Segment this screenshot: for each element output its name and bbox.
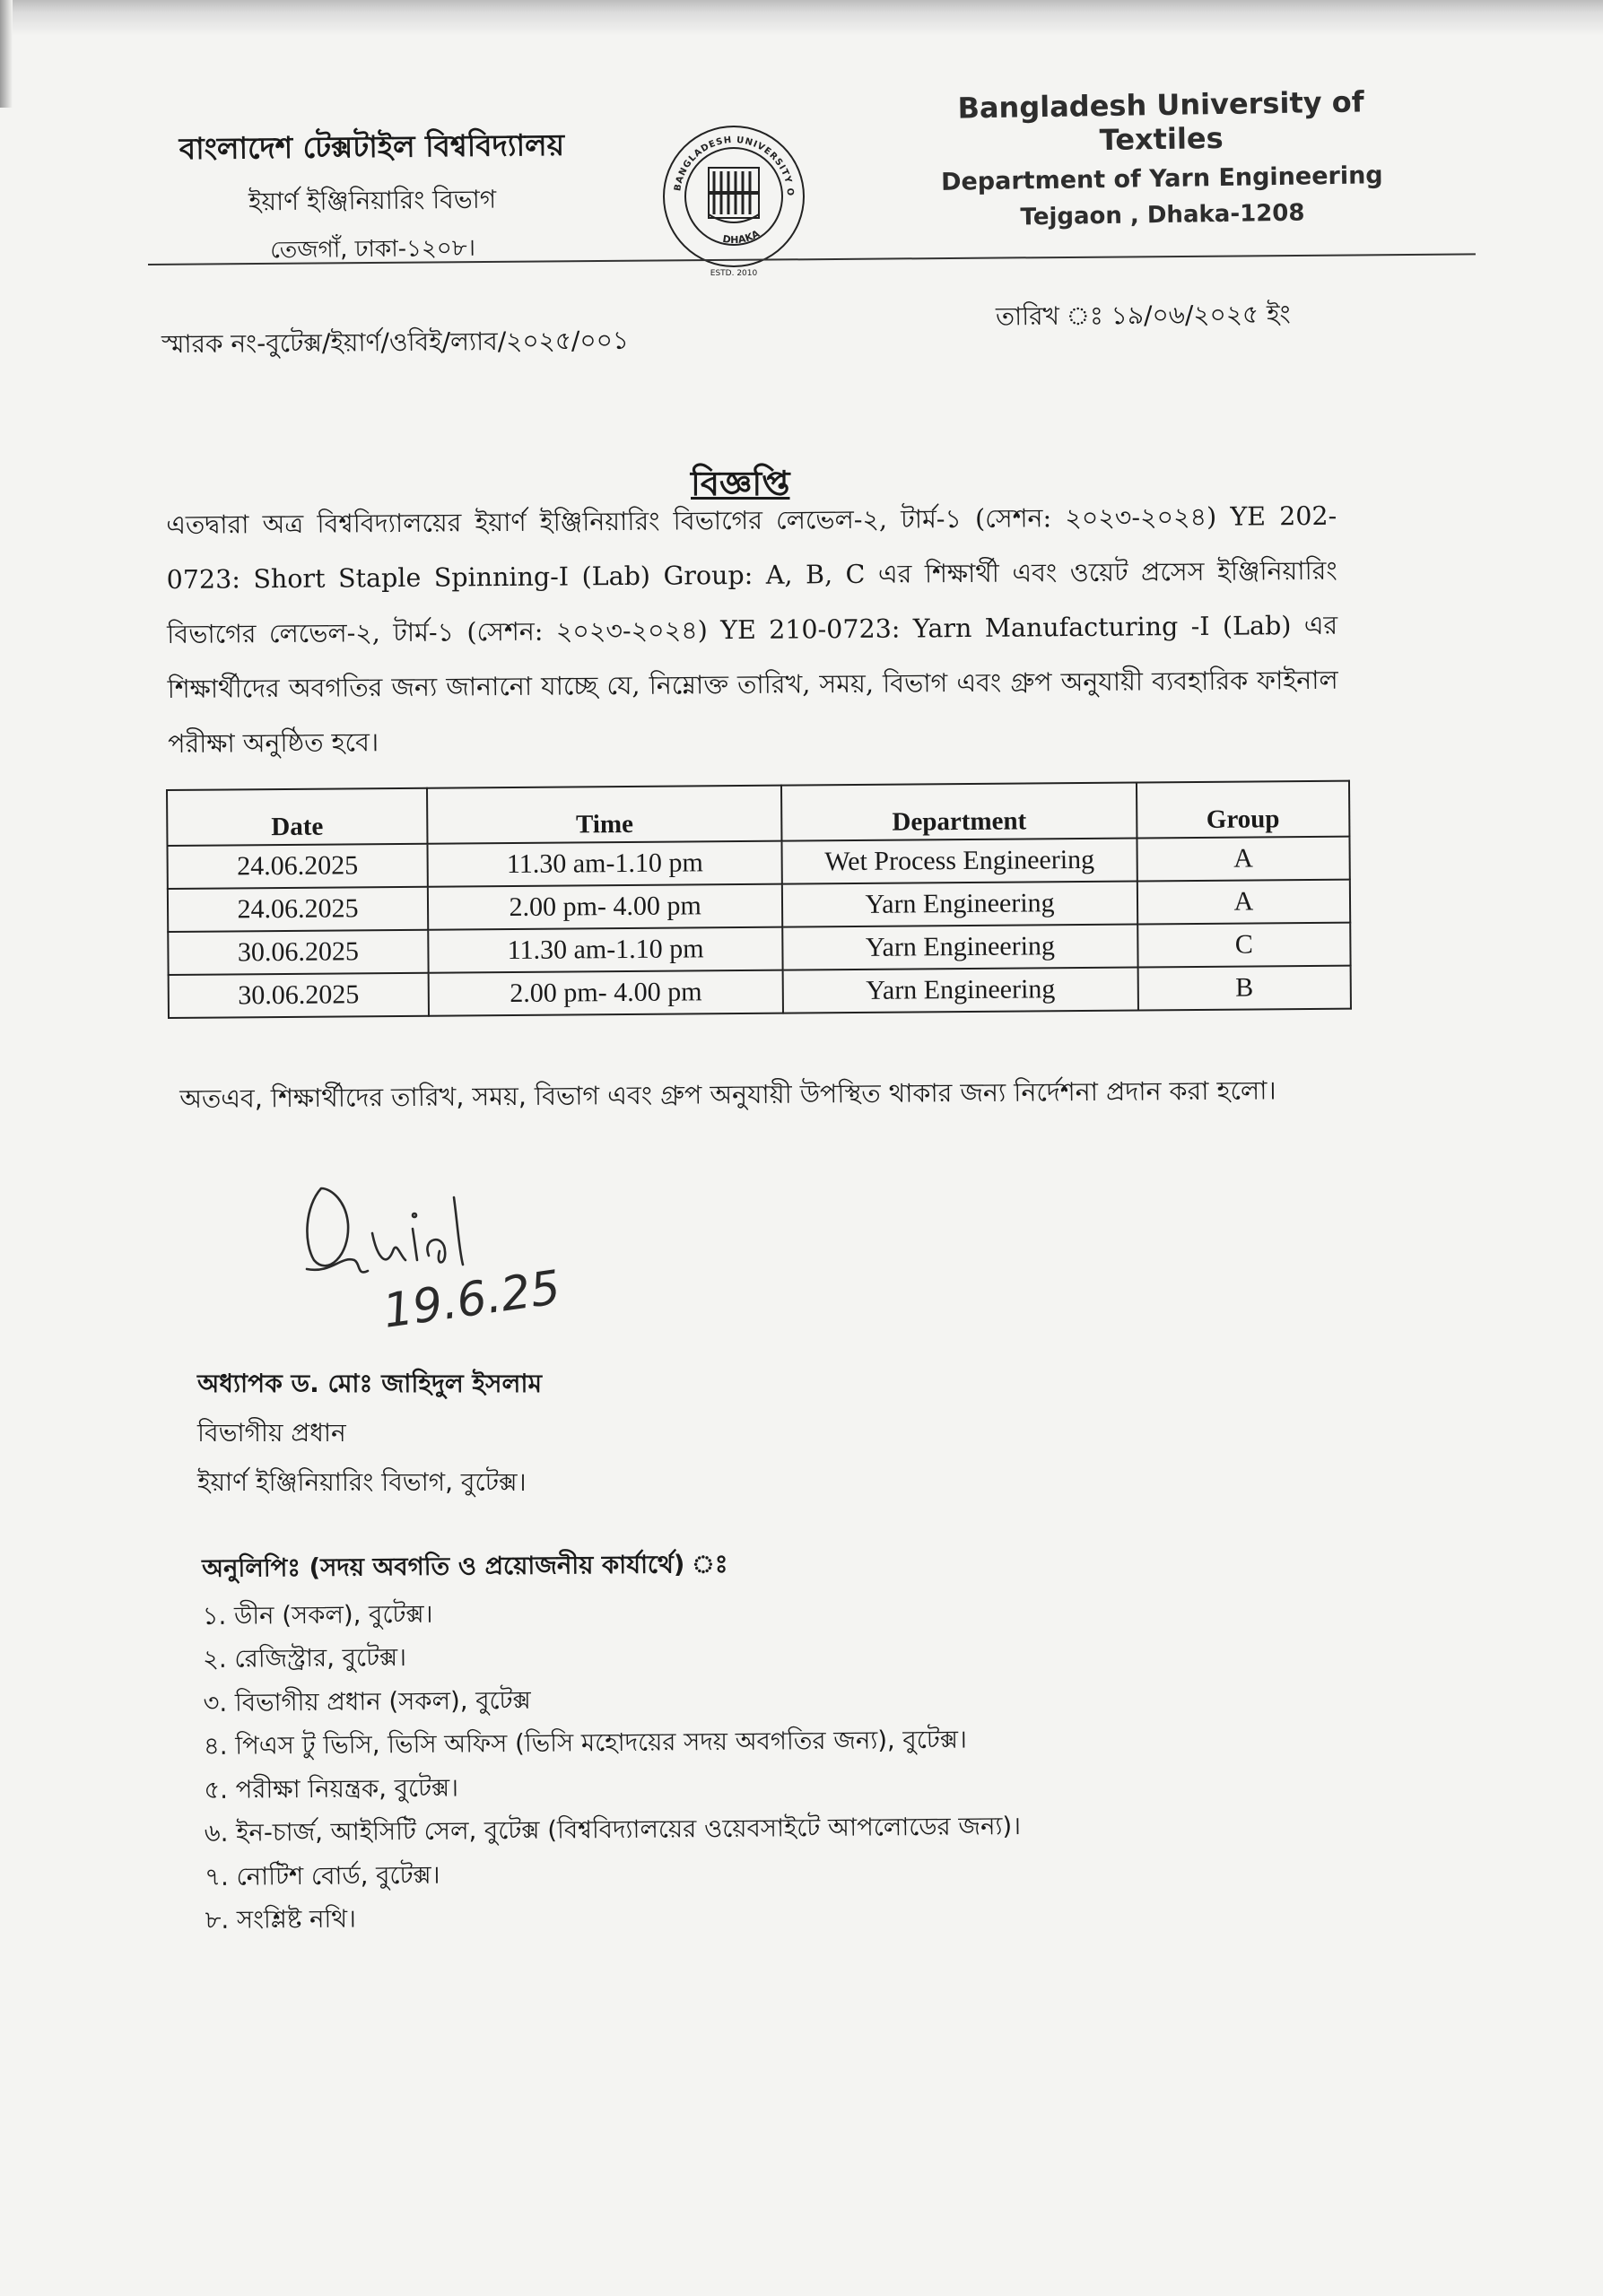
cell-group: A	[1137, 837, 1350, 882]
handwritten-signature	[287, 1170, 664, 1341]
list-item: ৮. সংশ্লিষ্ট নথি।	[205, 1904, 357, 1935]
signatory-designation: বিভাগীয় প্রধান	[197, 1418, 346, 1448]
column-header-group: Group	[1137, 781, 1350, 839]
university-seal-logo	[662, 121, 806, 278]
cell-department: Wet Process Engineering	[782, 839, 1137, 884]
list-item: ৭. নোটিশ বোর্ড, বুটেক্স।	[205, 1860, 440, 1892]
cell-time: 11.30 am-1.10 pm	[428, 927, 783, 973]
cell-date: 24.06.2025	[167, 844, 427, 889]
seal-text-top: BANGLADESH UNIVERSITY O	[673, 135, 796, 197]
signature-date: 19.6.25	[379, 1260, 564, 1339]
exam-schedule-table	[166, 780, 1352, 1019]
scan-top-shadow	[0, 0, 1603, 36]
memo-reference: স্মারক নং-বুটেক্স/ইয়ার্ণ/ওবিই/ল্যাব/২০২৫/০০১	[161, 325, 630, 360]
address-en: Tejgaon , Dhaka-1208	[1020, 199, 1305, 231]
copy-title: অনুলিপিঃ (সদয় অবগতি ও প্রয়োজনীয় কার্যার্থে) ঃ	[202, 1549, 728, 1583]
cell-time: 11.30 am-1.10 pm	[427, 841, 782, 887]
signatory-name: অধ্যাপক ড. মোঃ জাহিদুল ইসলাম	[197, 1369, 543, 1398]
list-item: ২. রেজিস্ট্রার, বুটেক্স।	[202, 1643, 407, 1674]
cell-group: A	[1137, 880, 1351, 925]
letterhead-english	[905, 84, 1418, 233]
scan-left-shadow	[0, 0, 13, 108]
cell-time: 2.00 pm- 4.00 pm	[428, 884, 783, 930]
university-name-en: Bangladesh University of Textiles	[957, 84, 1364, 158]
cell-department: Yarn Engineering	[782, 882, 1137, 927]
cell-date: 30.06.2025	[169, 973, 429, 1018]
letterhead-bengali	[152, 121, 593, 272]
cell-date: 24.06.2025	[168, 887, 428, 932]
cell-time: 2.00 pm- 4.00 pm	[429, 970, 784, 1016]
svg-text:DHAKA	[722, 228, 762, 246]
university-name-bn: বাংলাদেশ টেক্সটাইল বিশ্ববিদ্যালয়	[179, 126, 565, 167]
list-item: ৩. বিভাগীয় প্রধান (সকল), বুটেক্স	[203, 1685, 531, 1718]
notice-body: এতদ্বারা অত্র বিশ্ববিদ্যালয়ের ইয়ার্ণ ইঞ্জিনিয়ারিং বিভাগের লেভেল-২, টার্ম-১ (সেশন: ২০২৩-২০২৪) YE 202-0723: Short Staple Spinning-I (Lab) Group: A, B, C এর শিক্ষার্থী এবং ওয়েট প্রসেস ইঞ্জিনিয়ারিং বিভাগের লেভেল-২, টার্ম-১ (সেশন: ২০২৩-২০২৪) YE 210-0723: Yarn Manufacturing -I (Lab) এর শিক্ষার্থীদের অবগতির জন্য জানানো যাচ্ছে যে, নিম্নোক্ত তারিখ, সময়, বিভাগ এবং গ্রুপ অনুযায়ী ব্যবহারিক ফাইনাল পরীক্ষা অনুষ্ঠিত হবে।	[166, 500, 1338, 759]
signatory-office: ইয়ার্ণ ইঞ্জিনিয়ারিং বিভাগ, বুটেক্স।	[197, 1467, 527, 1497]
cell-department: Yarn Engineering	[783, 924, 1138, 970]
cell-group: B	[1137, 966, 1351, 1011]
department-name-en: Department of Yarn Engineering	[940, 161, 1383, 196]
cell-group: C	[1137, 923, 1351, 968]
column-header-time: Time	[427, 786, 782, 844]
list-item: ১. ডীন (সকল), বুটেক্স।	[202, 1599, 433, 1631]
column-header-date: Date	[167, 788, 427, 846]
list-item: ৫. পরীক্ষা নিয়ন্ত্রক, বুটেক্স।	[204, 1773, 459, 1805]
table-row	[169, 966, 1351, 1018]
seal-text-bottom: DHAKA	[721, 227, 762, 247]
department-name-bn: ইয়ার্ণ ইঞ্জিনিয়ারিং বিভাগ	[248, 184, 497, 217]
signatory-block	[197, 1359, 542, 1507]
list-item: ৪. পিএস টু ভিসি, ভিসি অফিস (ভিসি মহোদয়ের সদয় অবগতির জন্য), বুটেক্স।	[203, 1725, 967, 1761]
table-header-row	[167, 781, 1349, 846]
notice-closing: অতএব, শিক্ষার্থীদের তারিখ, সময়, বিভাগ এবং গ্রুপ অনুযায়ী উপস্থিত থাকার জন্য নির্দেশনা প্রদান করা হলো।	[179, 1075, 1276, 1114]
copy-distribution	[202, 1540, 1022, 1942]
address-bn: তেজগাঁ, ঢাকা-১২০৮।	[270, 234, 476, 265]
list-item: ৬. ইন-চার্জ, আইসিটি সেল, বুটেক্স (বিশ্ববিদ্যালয়ের ওয়েবসাইটে আপলোডের জন্য)।	[204, 1812, 1022, 1848]
cell-department: Yarn Engineering	[783, 967, 1138, 1013]
column-header-department: Department	[781, 783, 1137, 841]
notice-title: বিজ্ঞপ্তি	[691, 464, 790, 503]
cell-date: 30.06.2025	[168, 930, 428, 975]
memo-date: তারিখ ঃ ১৯/০৬/২০২৫ ইং	[995, 299, 1291, 332]
seal-year: ESTD. 2010	[710, 269, 758, 278]
